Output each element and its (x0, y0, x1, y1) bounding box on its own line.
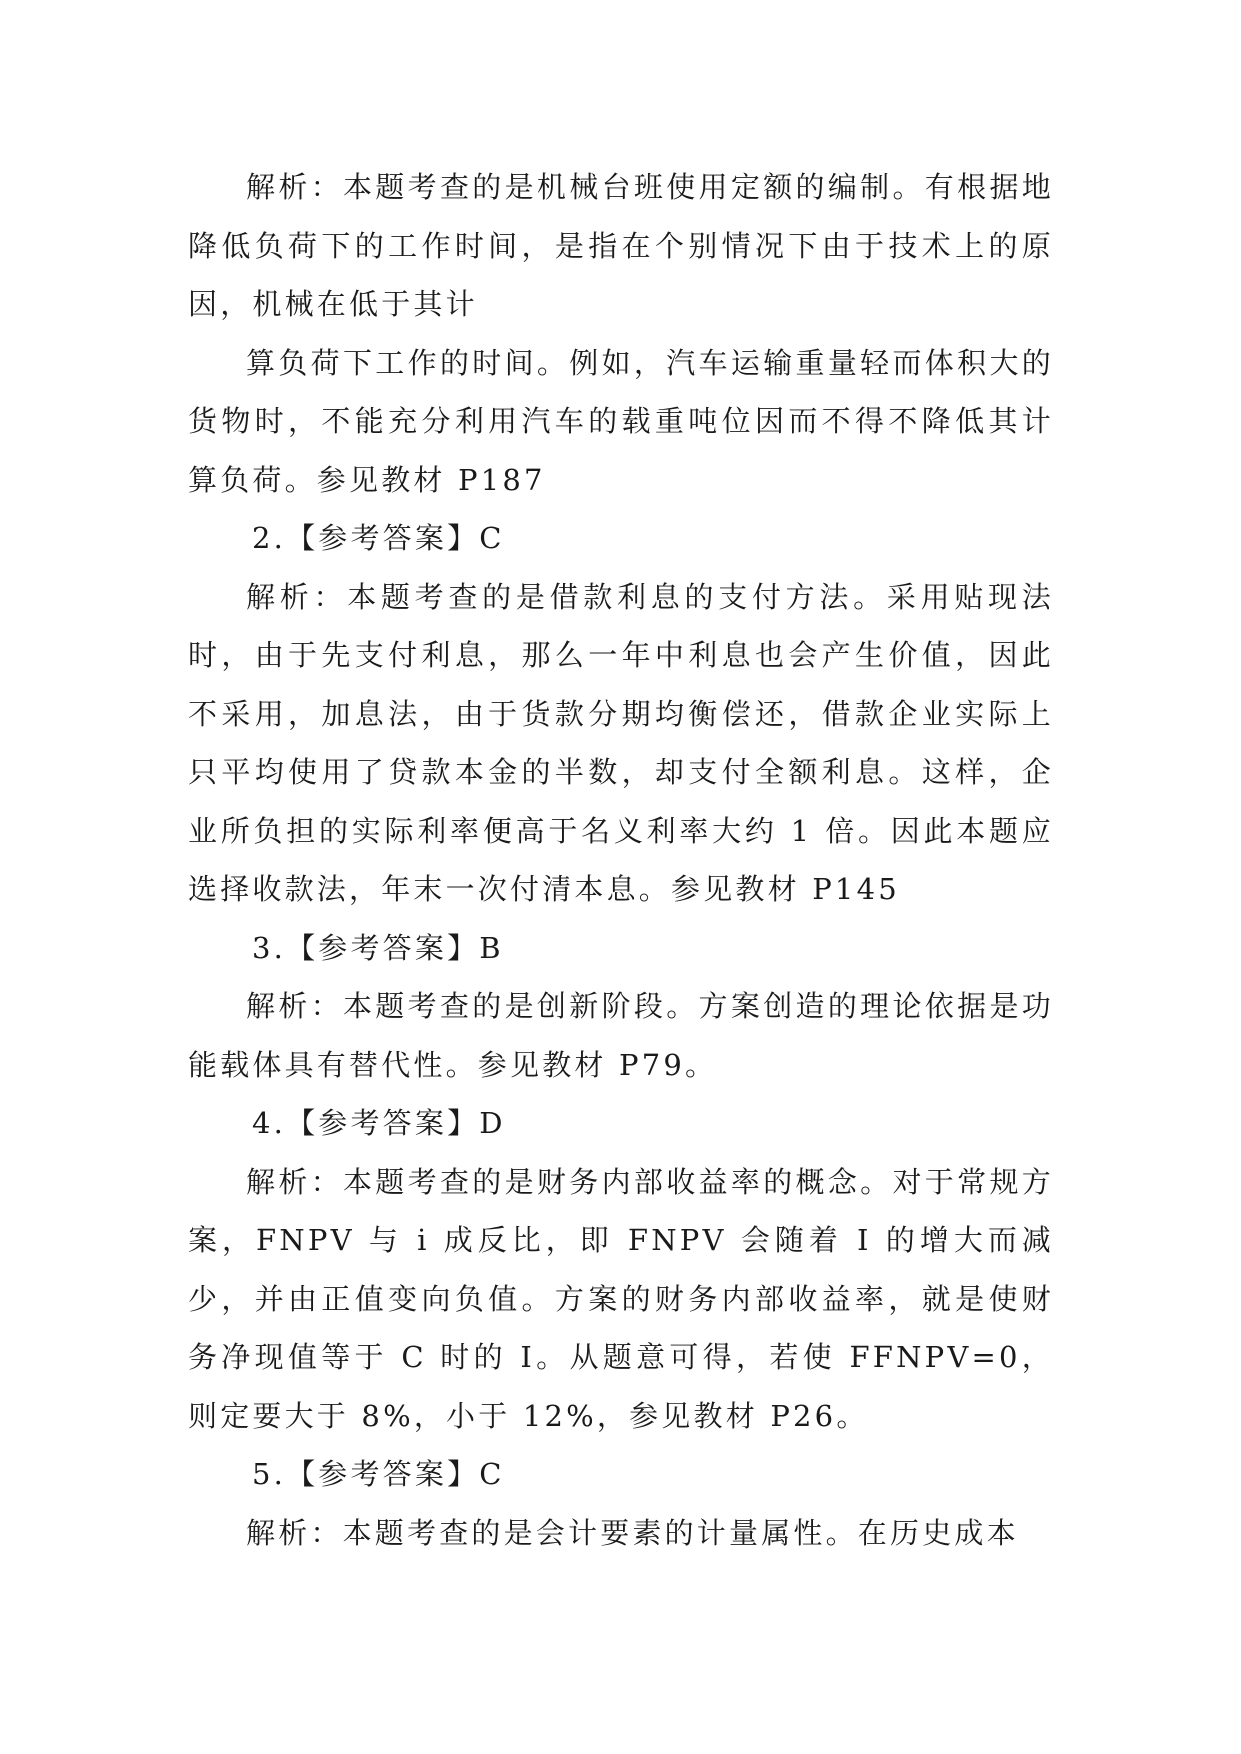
answer-3: 3.【参考答案】B (252, 930, 504, 965)
paragraph-analysis-1: 解析：本题考查的是机械台班使用定额的编制。有根据地降低负荷下的工作时间，是指在个别情况下由于技术上的原因，机械在低于其计 (188, 170, 1054, 321)
answer-4: 4.【参考答案】D (252, 1106, 506, 1140)
paragraph-analysis-4: 解析：本题考查的是财务内部收益率的概念。对于常规方案，FNPV 与 i 成反比，即 FNPV 会随着 I 的增大而减少，并由正值变向负值。方案的财务内部收益率，就是使财务净现值等于 C 时的 I。从题意可得，若使 FFNPV=0，则定要大于 8%，小于 12%，参见教材 P26。 (188, 1164, 1054, 1433)
paragraph-analysis-2: 解析：本题考查的是借款利息的支付方法。采用贴现法时，由于先支付利息，那么一年中利息也会产生价值，因此不采用，加息法，由于货款分期均衡偿还，借款企业实际上只平均使用了贷款本金的半数，却支付全额利息。这样，企业所负担的实际利率便高于名义利率大约 1 倍。因此本题应选择收款法，年末一次付清本息。参见教材 P145 (188, 579, 1054, 906)
paragraph-analysis-5: 解析：本题考查的是会计要素的计量属性。在历史成本 (246, 1515, 1019, 1550)
answer-2: 2.【参考答案】C (252, 521, 505, 555)
answer-5: 5.【参考答案】C (252, 1457, 505, 1491)
paragraph-analysis-3: 解析：本题考查的是创新阶段。方案创造的理论依据是功能载体具有替代性。参见教材 P79。 (188, 989, 1054, 1082)
document-body (188, 158, 1054, 1562)
paragraph-analysis-1-cont: 算负荷下工作的时间。例如，汽车运输重量轻而体积大的货物时，不能充分利用汽车的载重吨位因而不得不降低其计算负荷。参见教材 P187 (188, 345, 1054, 497)
